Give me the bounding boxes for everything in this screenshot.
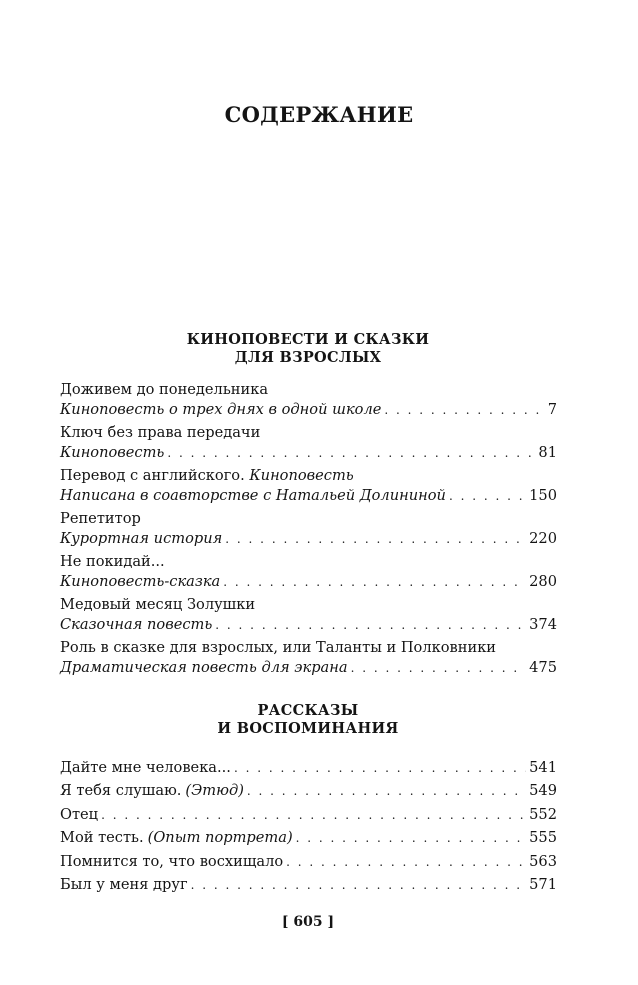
toc-entry-subtitle: Написана в соавторстве с Натальей Долининой	[60, 487, 446, 504]
toc-entry-leader-row	[60, 529, 557, 549]
toc-entry-leader-row	[60, 400, 557, 420]
dot-leader	[384, 400, 544, 420]
toc-entry[interactable]	[60, 758, 557, 781]
toc-entry-leader-row	[60, 615, 557, 635]
dot-leader	[296, 828, 527, 848]
toc-entry-title-italic: (Этюд)	[185, 782, 244, 800]
toc-entry-title: Был у меня друг	[60, 875, 188, 893]
toc-entry-leader-row	[60, 852, 557, 872]
toc-entry-subtitle: Киноповесть	[60, 444, 165, 461]
toc-entry-leader-row	[60, 572, 557, 592]
dot-leader	[234, 758, 526, 778]
toc-entry-page: 571	[529, 875, 557, 893]
toc-entry-title: Помнится то, что восхищало	[60, 852, 284, 870]
toc-entry-page: 552	[529, 805, 557, 823]
page-number-footer: [ 605 ]	[281, 914, 335, 930]
toc-entry-page: 555	[529, 829, 557, 847]
section-title-kinopovesti	[0, 331, 616, 367]
section-title-line: И ВОСПОМИНАНИЯ	[217, 720, 399, 737]
toc-entry-subtitle: Курортная история	[60, 530, 223, 547]
section-title-line: КИНОПОВЕСТИ И СКАЗКИ	[186, 331, 430, 348]
toc-entry-page: 81	[538, 444, 557, 461]
toc-entry-subtitle: Киноповесть о трех днях в одной школе	[60, 401, 382, 418]
toc-entry[interactable]	[60, 875, 557, 898]
dot-leader	[101, 805, 526, 825]
toc-entry-leader-row	[60, 758, 557, 778]
section-title-rasskazy	[0, 702, 616, 738]
toc-entry-leader-row	[60, 805, 557, 825]
dot-leader	[167, 443, 535, 463]
toc-entry-subtitle: Киноповесть-сказка	[60, 573, 221, 590]
toc-entry-page: 374	[529, 616, 557, 633]
dot-leader	[191, 875, 527, 895]
toc-entry-title-italic: (Опыт портрета)	[147, 829, 293, 847]
toc-entry-leader-row	[60, 658, 557, 678]
toc-entry-page: 563	[529, 852, 557, 870]
toc-entry[interactable]	[60, 552, 557, 595]
toc-entry[interactable]	[60, 852, 557, 875]
toc-entry[interactable]	[60, 638, 557, 681]
toc-entry-title-text: Перевод с английского.	[60, 467, 245, 484]
dot-leader	[215, 615, 526, 635]
toc-entry-page: 541	[529, 759, 557, 776]
toc-entry-title: Ключ без права передачи	[60, 424, 261, 441]
toc-entry-title: Я тебя слушаю.	[60, 782, 182, 800]
toc-entry[interactable]	[60, 781, 557, 804]
toc-entry[interactable]	[60, 805, 557, 828]
toc-entry-leader-row	[60, 828, 557, 848]
toc-entry[interactable]	[60, 595, 557, 638]
dot-leader	[247, 781, 526, 801]
dot-leader	[351, 658, 527, 678]
toc-entry-leader-row	[60, 875, 557, 895]
toc-entry-leader-row	[60, 486, 557, 506]
dot-leader	[225, 529, 526, 549]
toc-entry[interactable]	[60, 423, 557, 466]
toc-entry-title: Дайте мне человека...	[60, 759, 231, 776]
page-title: СОДЕРЖАНИЕ	[224, 102, 414, 127]
toc-entry-page: 7	[547, 401, 557, 418]
toc-list-kinopovesti	[60, 380, 557, 681]
dot-leader	[449, 486, 526, 506]
section-title-line: РАССКАЗЫ	[257, 702, 359, 719]
toc-entry-page: 220	[529, 530, 557, 547]
toc-entry-subtitle: Драматическая повесть для экрана	[60, 659, 348, 676]
toc-entry[interactable]	[60, 380, 557, 423]
dot-leader	[286, 852, 526, 872]
toc-entry-page: 150	[529, 487, 557, 504]
toc-entry-title: Доживем до понедельника	[60, 381, 269, 398]
toc-entry-title	[60, 466, 557, 486]
toc-entry-title: Мой тесть.	[60, 829, 144, 847]
toc-entry-title: Медовый месяц Золушки	[60, 596, 256, 613]
toc-entry-title: Роль в сказке для взрослых, или Таланты и Полковники	[60, 639, 497, 656]
toc-entry-leader-row	[60, 781, 557, 801]
toc-entry-page: 280	[529, 573, 557, 590]
toc-entry-title-italic: Киноповесть	[249, 467, 354, 484]
section-title-line: ДЛЯ ВЗРОСЛЫХ	[234, 349, 382, 366]
toc-entry-page: 475	[529, 659, 557, 676]
toc-entry-subtitle: Сказочная повесть	[60, 616, 213, 633]
toc-entry-title: Отец	[60, 805, 99, 823]
toc-entry-title: Репетитор	[60, 510, 141, 527]
dot-leader	[223, 572, 526, 592]
toc-list-rasskazy	[60, 758, 557, 898]
toc-entry[interactable]	[60, 466, 557, 509]
toc-entry-leader-row	[60, 443, 557, 463]
toc-entry-page: 549	[529, 782, 557, 800]
toc-entry[interactable]	[60, 828, 557, 851]
toc-entry[interactable]	[60, 509, 557, 552]
toc-entry-title: Не покидай...	[60, 553, 165, 570]
